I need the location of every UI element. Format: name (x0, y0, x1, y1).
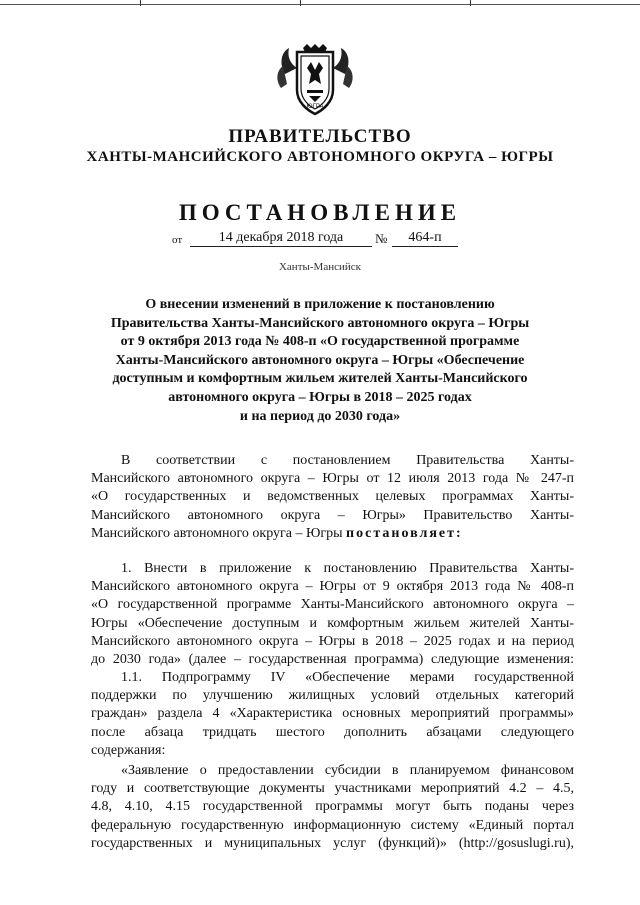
item-1-1-paragraph (91, 669, 574, 760)
subject-line: Правительства Ханты-Мансийского автономного округа – Югры (110, 315, 530, 331)
text-line: государственных и муниципальных услуг (функций)» (http://gosuslugi.ru), (91, 835, 574, 851)
text-line: 1.1. Подпрограмму IV «Обеспечение мерами государственной (121, 670, 574, 685)
text-line: поддержки по улучшению жилищных условий отдельных категорий (91, 688, 574, 704)
subject-line: автономного округа – Югры в 2018 – 2025 годах (168, 389, 472, 405)
text-line: до 2030 года» (далее – государственная программа) следующие изменения: (91, 652, 574, 668)
text-line: Мансийского автономного округа – Югры от 9 октября 2013 года № 408-п (91, 579, 574, 595)
scan-mark (470, 0, 471, 6)
emblem-caption: ЮГРА (306, 104, 324, 110)
text-line: Югры «Обеспечение доступным и комфортным жильем жителей Ханты- (91, 615, 574, 631)
subject-line: доступным и комфортным жильем жителей Ханты-Мансийского (112, 371, 528, 387)
text-line: федеральную государственную информационную систему «Единый портал (91, 817, 574, 833)
document-number: 464-п (392, 230, 458, 247)
item-1-paragraph (91, 560, 574, 669)
scan-mark (140, 0, 141, 6)
text-line: 4.8, 4.10, 4.15 государственной программы могут быть поданы через (91, 799, 574, 815)
number-prefix: № (375, 231, 388, 246)
subject-line: Ханты-Мансийского автономного округа – Югры «Обеспечение (115, 352, 525, 368)
subject-line: от 9 октября 2013 года № 408-п «О государственной программе (120, 334, 520, 350)
text-line: граждан» раздела 4 «Характеристика основных мероприятий программы» (91, 706, 574, 722)
text-line: Мансийского автономного округа – Югры в 2018 – 2025 годах и на период (91, 633, 574, 649)
text-line: 1. Внести в приложение к постановлению Правительства Ханты- (121, 561, 574, 576)
date-number-line (160, 230, 490, 250)
date-prefix: от (172, 234, 183, 246)
resolves-keyword: постановляет: (346, 525, 463, 541)
scan-edge-line (0, 4, 640, 5)
text-line (91, 525, 574, 543)
text-line: Мансийского автономного округа – Югры» Правительство Ханты- (91, 507, 574, 523)
document-type: ПОСТАНОВЛЕНИЕ (178, 200, 462, 225)
region-title: ХАНТЫ-МАНСИЙСКОГО АВТОНОМНОГО ОКРУГА – ЮГРЫ (86, 149, 554, 165)
document-subject (60, 296, 580, 426)
text-line: Мансийского автономного округа – Югры от 12 июля 2013 года № 247-п (91, 471, 574, 487)
text-line: В соответствии с постановлением Правительства Ханты- (121, 453, 574, 468)
quoted-amendment-paragraph (91, 762, 574, 853)
text-line: после абзаца тридцать шестого дополнить абзацами следующего (91, 724, 574, 740)
place-of-issue: Ханты-Мансийск (278, 261, 361, 273)
subject-line: и на период до 2030 года» (239, 408, 401, 424)
subject-line: О внесении изменений в приложение к постановлению (145, 297, 495, 312)
text-line: «О государственной программе Ханты-Мансийского автономного округа – (91, 597, 574, 613)
text-line: «О государственных и ведомственных целевых программах Ханты- (91, 489, 574, 505)
coat-of-arms-emblem (273, 44, 357, 118)
government-title: ПРАВИТЕЛЬСТВО (228, 126, 412, 147)
text-line: содержания: (91, 742, 166, 758)
text-fragment: Мансийского автономного округа – Югры (91, 525, 347, 541)
text-line: году и соответствующие документы участниками мероприятий 4.2 – 4.5, (91, 781, 574, 797)
preamble-paragraph (91, 452, 574, 543)
document-date: 14 декабря 2018 года (190, 230, 372, 247)
scan-mark (300, 0, 301, 6)
text-line: «Заявление о предоставлении субсидии в планируемом финансовом (121, 763, 574, 778)
